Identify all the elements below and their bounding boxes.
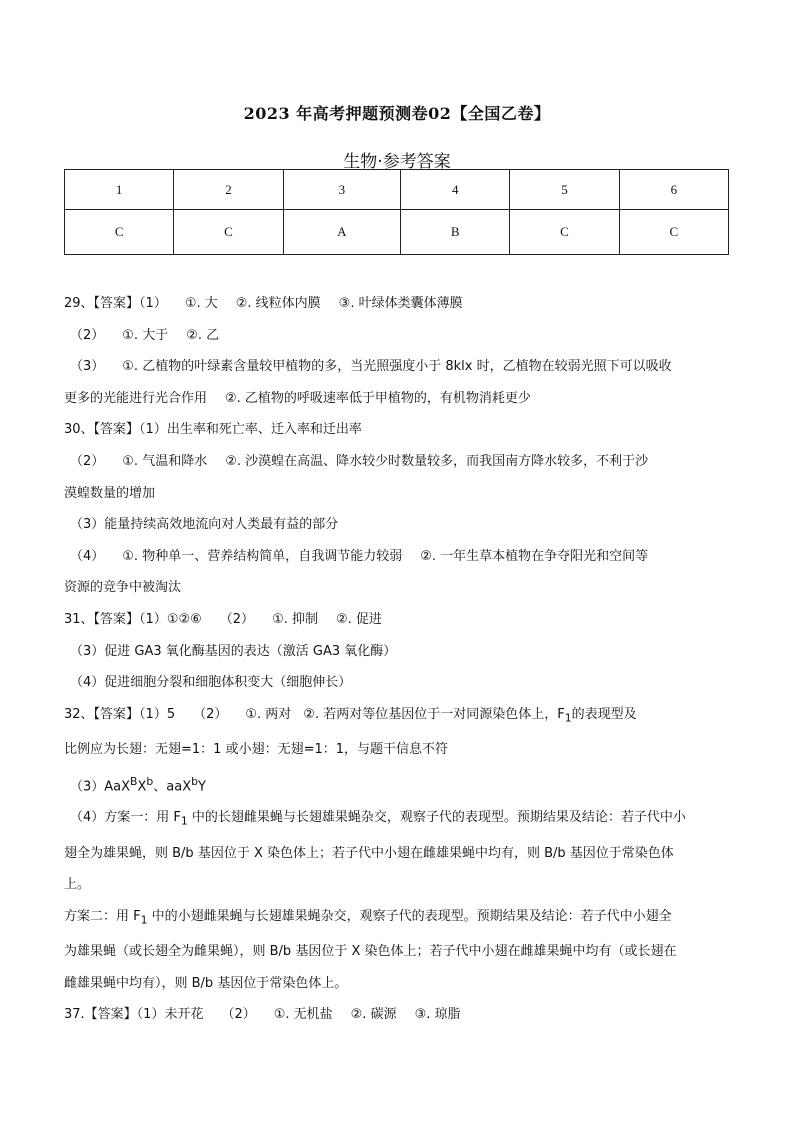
q29-line-1: [64, 288, 730, 320]
q29-answer-part: ②. 线粒体内膜: [235, 296, 321, 311]
q32-answer-part: 中的长翅雌果蝇与长翅雄果蝇杂交，观察子代的表现型。预期结果及结论：若子代中小: [187, 810, 686, 826]
q30-line-3: 漠蝗数量的增加: [64, 485, 156, 501]
page-title: 2023 年高考押题预测卷02【全国乙卷】: [243, 104, 551, 123]
question-number-cell: 2: [174, 170, 283, 210]
subscript: 1: [180, 815, 188, 829]
q32-answer-part: ①. 两对: [245, 706, 292, 722]
q31-answer-part: ②. 促进: [335, 611, 382, 627]
q32-line-4: [64, 802, 730, 837]
answer-cell: A: [283, 210, 400, 255]
superscript: b: [191, 774, 198, 788]
q32-answer-part: 中的小翅雌果蝇与长翅雄果蝇杂交，观察子代的表现型。预期结果及结论：若子代中小翅全: [147, 908, 672, 924]
page-subtitle: 生物·参考答案: [343, 152, 451, 172]
q37-answer-part: ③. 琼脂: [414, 1007, 461, 1023]
genotype-part: 、aaX: [153, 778, 192, 794]
genotype-part: Y: [197, 778, 206, 794]
q29-answer-part: ①. 大: [184, 296, 218, 311]
q30-answer-part: ①. 物种单一、营养结构简单，自我调节能力较弱: [122, 548, 403, 564]
q29-answer-part: ②. 乙植物的呼吸速率低于甲植物的，有机物消耗更少: [225, 390, 531, 406]
question-number-cell: 1: [65, 170, 174, 210]
superscript: B: [130, 774, 138, 788]
answer-cell: C: [174, 210, 283, 255]
q31-heading: 31、【答案】（1）①②⑥: [64, 611, 202, 627]
q32-line-1: [64, 699, 730, 734]
question-number-cell: 3: [283, 170, 400, 210]
q32-line-2: 比例应为长翅：无翅=1：1 或小翅：无翅=1：1，与题干信息不符: [64, 741, 449, 757]
q30-line-6: 资源的竞争中被淘汰: [64, 580, 182, 596]
sub-question-label: （3）: [70, 359, 105, 375]
q30-line-1: 30、【答案】（1）出生率和死亡率、迁入率和迁出率: [64, 422, 362, 438]
q30-answer-part: ①. 气温和降水: [122, 453, 208, 469]
sub-question-label: （2）: [193, 706, 228, 722]
q37-heading: 37.【答案】（1）未开花: [64, 1007, 204, 1023]
sub-question-label: （4）: [70, 548, 105, 564]
sub-question-label: （2）: [70, 327, 105, 343]
q29-answer-part: 更多的光能进行光合作用: [64, 390, 208, 406]
q31-line-3: （4）促进细胞分裂和细胞体积变大（细胞伸长）: [70, 675, 352, 691]
q32-line-9: 雌雄果蝇中均有），则 B/b 基因位于常染色体上。: [64, 975, 348, 991]
question-number-cell: 4: [401, 170, 510, 210]
q32-heading: 32、【答案】（1）5: [64, 706, 176, 722]
q37-line-1: [64, 999, 730, 1031]
subscript: 1: [564, 711, 572, 725]
q31-answer-part: ①. 抑制: [272, 611, 318, 627]
answer-table-header-row: [65, 170, 729, 210]
subscript: 1: [140, 913, 148, 927]
q37-answer-part: ①. 无机盐: [273, 1007, 333, 1023]
q30-answer-part: ②. 沙漠蝗在高温、降水较少时数量较多，而我国南方降水较多，不利于沙: [225, 453, 649, 469]
q32-line-5: 翅全为雄果蝇，则 B/b 基因位于 X 染色体上；若子代中小翅在雌雄果蝇中均有，则 B/b 基因位于常染色体: [64, 845, 674, 861]
q29-answer-part: ①. 乙植物的叶绿素含量较甲植物的多，当光照强度小于 8klx 时，乙植物在较弱光照下可以吸收: [122, 359, 672, 375]
q29-answer-part: ①. 大于: [122, 327, 169, 343]
q30-answer-part: ②. 一年生草本植物在争夺阳光和空间等: [420, 548, 649, 564]
q29-line-3: [64, 351, 730, 383]
q32-answer-part: 方案二：用 F: [64, 908, 141, 924]
sub-question-label: （2）: [70, 453, 105, 469]
q32-answer-part: 的表现型及: [571, 706, 637, 722]
q31-line-2: （3）促进 GA3 氧化酶基因的表达（激活 GA3 氧化酶）: [70, 643, 397, 659]
answer-table-answer-row: [65, 210, 729, 255]
q29-heading: 29、【答案】（1）: [64, 296, 167, 311]
sub-question-label: （2）: [219, 611, 255, 627]
superscript: b: [146, 774, 154, 788]
answer-table: [64, 169, 729, 255]
q30-line-2: [64, 446, 730, 478]
q32-line-8: 为雄果蝇（或长翅全为雌果蝇），则 B/b 基因位于 X 染色体上；若子代中小翅在雌雄果蝇中均有（或长翅在: [64, 943, 677, 959]
answer-cell: C: [510, 210, 619, 255]
q31-line-1: [64, 604, 730, 636]
q30-line-4: （3）能量持续高效地流向对人类最有益的部分: [70, 517, 339, 533]
q30-line-5: [64, 541, 730, 573]
genotype-part: （3）AaX: [70, 778, 131, 794]
q29-line-4: [64, 383, 730, 415]
q32-line-3: [64, 766, 730, 803]
question-number-cell: 5: [510, 170, 619, 210]
q32-answer-part: ②. 若两对等位基因位于一对同源染色体上，F: [303, 706, 565, 722]
answer-cell: C: [619, 210, 728, 255]
q32-answer-part: （4）方案一：用 F: [70, 810, 181, 826]
q32-line-6: 上。: [64, 877, 91, 893]
q37-answer-part: ②. 碳源: [350, 1007, 397, 1023]
genotype-part: X: [137, 778, 147, 794]
q32-line-7: [64, 901, 730, 936]
answer-cell: C: [65, 210, 174, 255]
sub-question-label: （2）: [221, 1007, 256, 1023]
q29-line-2: [64, 320, 730, 352]
answer-cell: B: [401, 210, 510, 255]
answer-body: [64, 288, 730, 1031]
question-number-cell: 6: [619, 170, 728, 210]
q29-answer-part: ③. 叶绿体类囊体薄膜: [338, 296, 463, 311]
q29-answer-part: ②. 乙: [186, 327, 220, 343]
